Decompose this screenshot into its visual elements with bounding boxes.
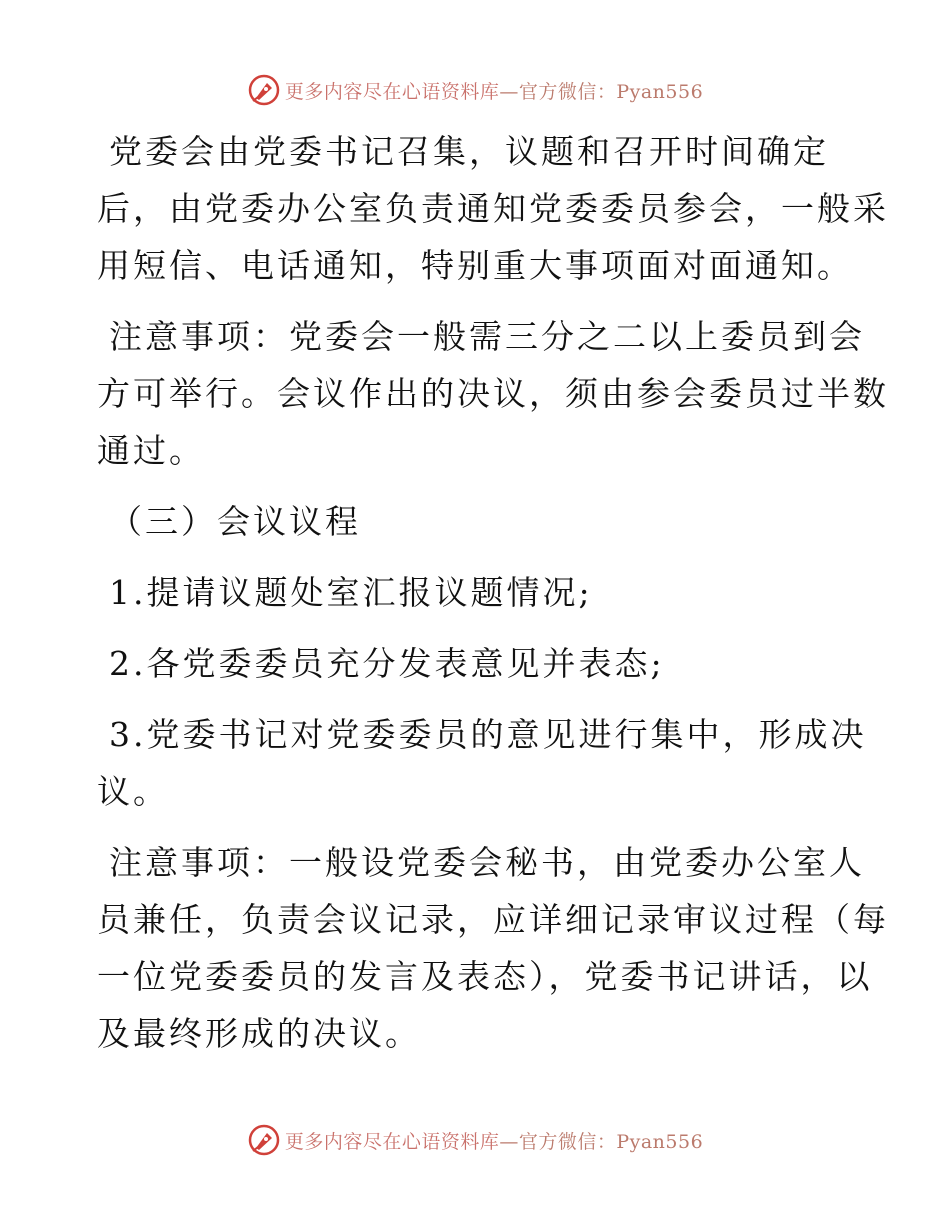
text-line: 一位党委委员的发言及表态），党委书记讲话，以 bbox=[97, 957, 873, 996]
paragraph-2 bbox=[97, 308, 889, 479]
text-line: 通过。 bbox=[97, 431, 205, 470]
list-item-1 bbox=[97, 564, 857, 621]
document-body bbox=[97, 123, 889, 1062]
watermark-text bbox=[285, 77, 703, 104]
list-item-2 bbox=[97, 635, 857, 692]
watermark-site-text: 更多内容尽在心语资料库 bbox=[284, 80, 500, 103]
pen-nib-circle-icon bbox=[247, 73, 281, 107]
watermark-site-text: 更多内容尽在心语资料库 bbox=[284, 1130, 500, 1153]
text-line: 3.党委书记对党委委员的意见进行集中，形成决 bbox=[109, 715, 867, 754]
text-line: 用短信、电话通知，特别重大事项面对面通知。 bbox=[97, 246, 853, 285]
header-watermark-banner bbox=[0, 70, 950, 110]
watermark-wechat-text: —官方微信：Pyan556 bbox=[499, 80, 704, 103]
list-item-3 bbox=[97, 706, 867, 820]
section-heading bbox=[97, 493, 857, 550]
text-line: 方可举行。会议作出的决议，须由参会委员过半数 bbox=[97, 374, 889, 413]
watermark-group bbox=[247, 1123, 703, 1157]
text-line: 注意事项：一般设党委会秘书，由党委办公室人 bbox=[109, 843, 865, 882]
watermark-text bbox=[285, 1127, 703, 1154]
text-line: 员兼任，负责会议记录，应详细记录审议过程（每 bbox=[97, 900, 889, 939]
paragraph-notes bbox=[97, 834, 889, 1062]
watermark-group bbox=[247, 73, 703, 107]
text-line: 及最终形成的决议。 bbox=[97, 1014, 421, 1053]
watermark-wechat-text: —官方微信：Pyan556 bbox=[499, 1130, 704, 1153]
paragraph-1 bbox=[97, 123, 889, 294]
footer-watermark-banner bbox=[0, 1120, 950, 1160]
text-line: 1.提请议题处室汇报议题情况; bbox=[109, 573, 593, 612]
text-line: 党委会由党委书记召集，议题和召开时间确定 bbox=[109, 132, 829, 171]
text-line: 后，由党委办公室负责通知党委委员参会，一般采 bbox=[97, 189, 889, 228]
text-line: 2.各党委委员充分发表意见并表态; bbox=[109, 644, 665, 683]
text-line: （三）会议议程 bbox=[109, 502, 361, 541]
pen-nib-circle-icon bbox=[247, 1123, 281, 1157]
text-line: 议。 bbox=[97, 772, 169, 811]
text-line: 注意事项：党委会一般需三分之二以上委员到会 bbox=[109, 317, 865, 356]
